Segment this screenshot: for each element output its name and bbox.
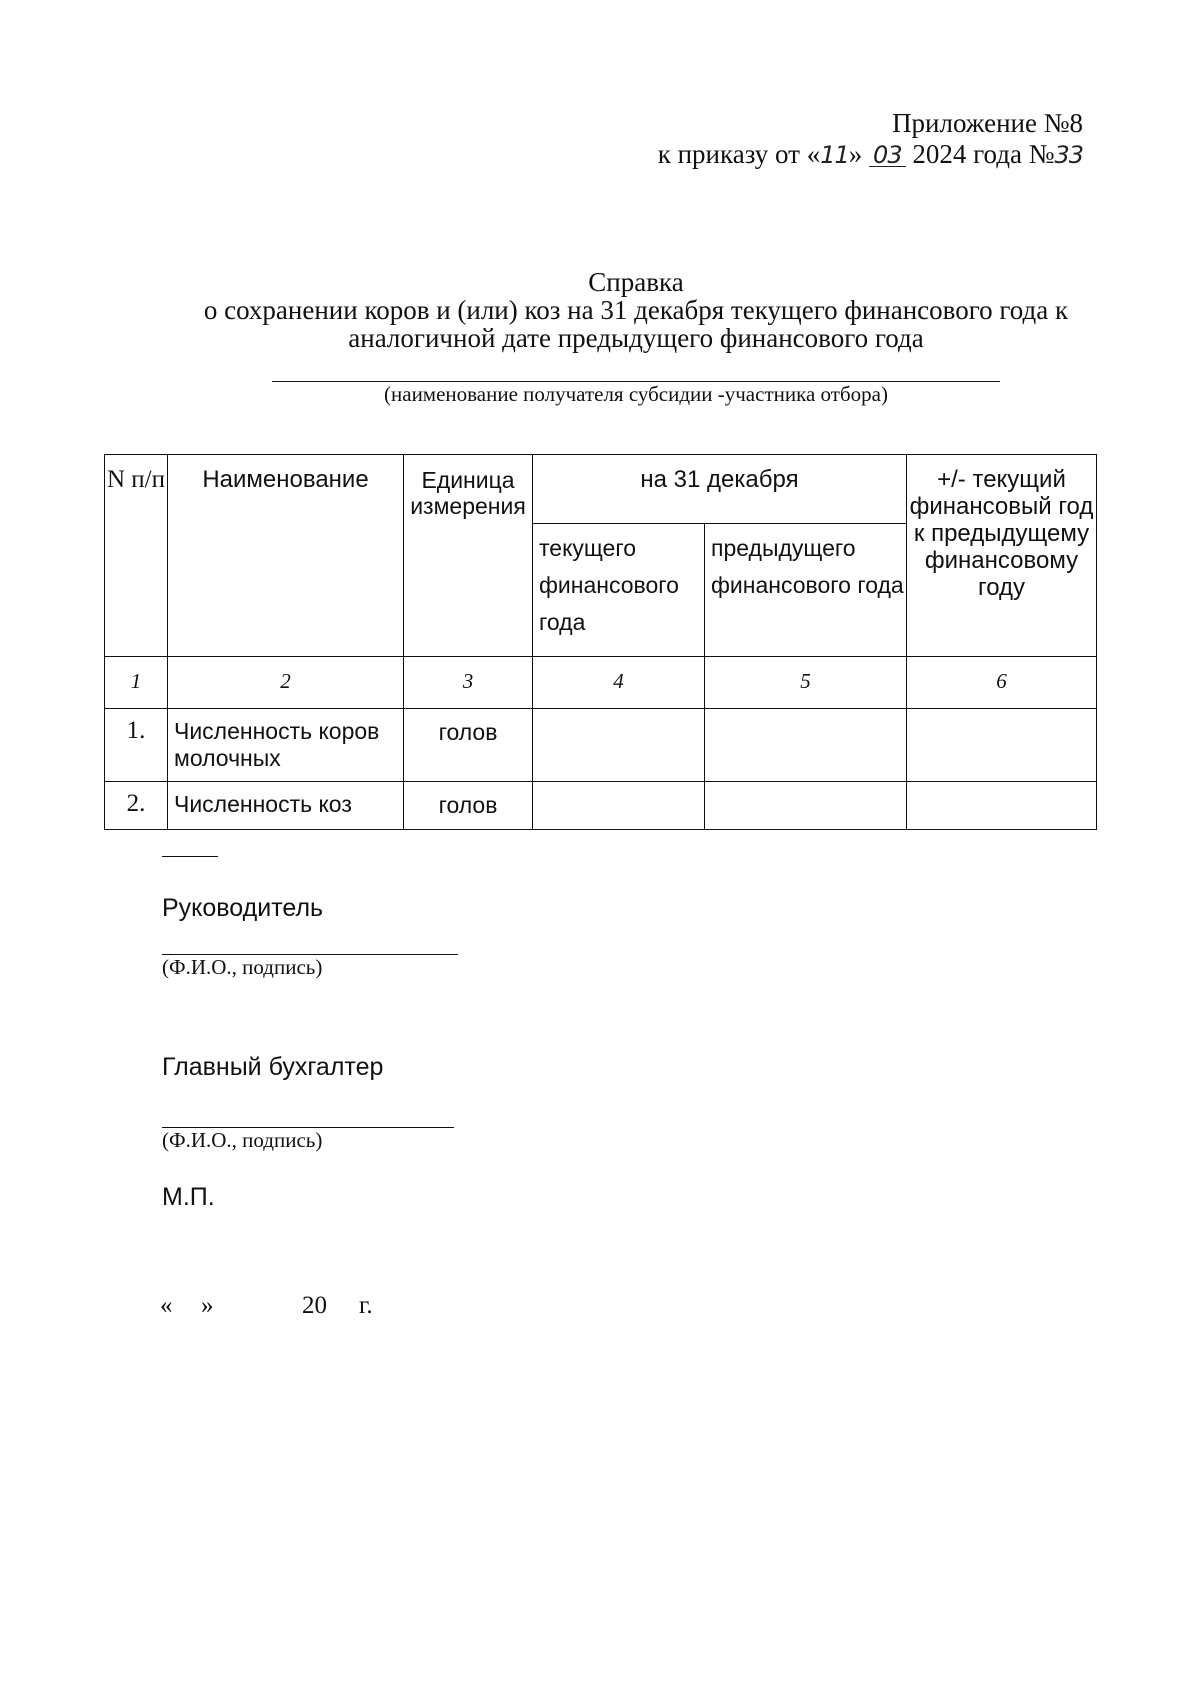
- footnote-rule: [162, 856, 218, 857]
- column-number: 4: [533, 657, 705, 709]
- appendix-header: [658, 108, 1083, 171]
- row-name: Численность коз: [168, 782, 404, 830]
- header-current-year: текущего финансового года: [533, 524, 705, 657]
- row-current-value[interactable]: [533, 709, 705, 782]
- document-subtitle-line1: о сохранении коров и (или) коз на 31 декабря текущего финансового года к: [203, 295, 1069, 325]
- column-number: 5: [705, 657, 907, 709]
- header-num: N п/п: [105, 455, 168, 657]
- head-label: Руководитель: [162, 894, 324, 922]
- order-day: 11: [820, 141, 849, 169]
- row-num: 1.: [105, 709, 168, 782]
- head-caption: (Ф.И.О., подпись): [162, 955, 323, 979]
- row-previous-value[interactable]: [705, 782, 907, 830]
- stamp-place: М.П.: [162, 1183, 215, 1211]
- row-num: 2.: [105, 782, 168, 830]
- order-reference: [658, 139, 1083, 171]
- row-previous-value[interactable]: [705, 709, 907, 782]
- row-current-value[interactable]: [533, 782, 705, 830]
- header-diff: +/- текущий финансовый год к предыдущему финансовому году: [907, 455, 1097, 657]
- appendix-title: Приложение №8: [892, 108, 1083, 138]
- row-name: Численность коров молочных: [168, 709, 404, 782]
- column-number: 2: [168, 657, 404, 709]
- column-number: 6: [907, 657, 1097, 709]
- order-year-text: 2024 года №: [912, 139, 1055, 169]
- date-year: 20: [302, 1292, 327, 1319]
- date-close-quote: »: [201, 1292, 214, 1319]
- table-row: [105, 782, 1097, 830]
- header-name: Наименование: [168, 455, 404, 657]
- order-number: 33: [1054, 141, 1083, 169]
- header-previous-year: предыдущего финансового года: [705, 524, 907, 657]
- row-unit: голов: [404, 709, 533, 782]
- order-month: 03: [869, 144, 906, 167]
- column-number: 1: [105, 657, 168, 709]
- document-title: Справка: [588, 267, 684, 297]
- document-subtitle-line2: аналогичной дате предыдущего финансового года: [348, 323, 924, 353]
- order-prefix: к приказу от «: [657, 139, 821, 169]
- accountant-label: Главный бухгалтер: [162, 1053, 384, 1081]
- row-diff-value[interactable]: [907, 709, 1097, 782]
- header-date-group: на 31 декабря: [533, 455, 907, 524]
- document-title-block: [150, 268, 1122, 352]
- row-unit: голов: [404, 782, 533, 830]
- table-row: [105, 709, 1097, 782]
- date-suffix: г.: [359, 1292, 373, 1319]
- accountant-caption: (Ф.И.О., подпись): [162, 1128, 323, 1152]
- date-open-quote: «: [160, 1292, 173, 1319]
- row-diff-value[interactable]: [907, 782, 1097, 830]
- recipient-caption: (наименование получателя субсидии -участника отбора): [384, 382, 888, 406]
- header-unit: Единица измерения: [404, 455, 533, 657]
- order-day-close: »: [848, 139, 863, 169]
- column-number: 3: [404, 657, 533, 709]
- livestock-table: [104, 454, 1097, 830]
